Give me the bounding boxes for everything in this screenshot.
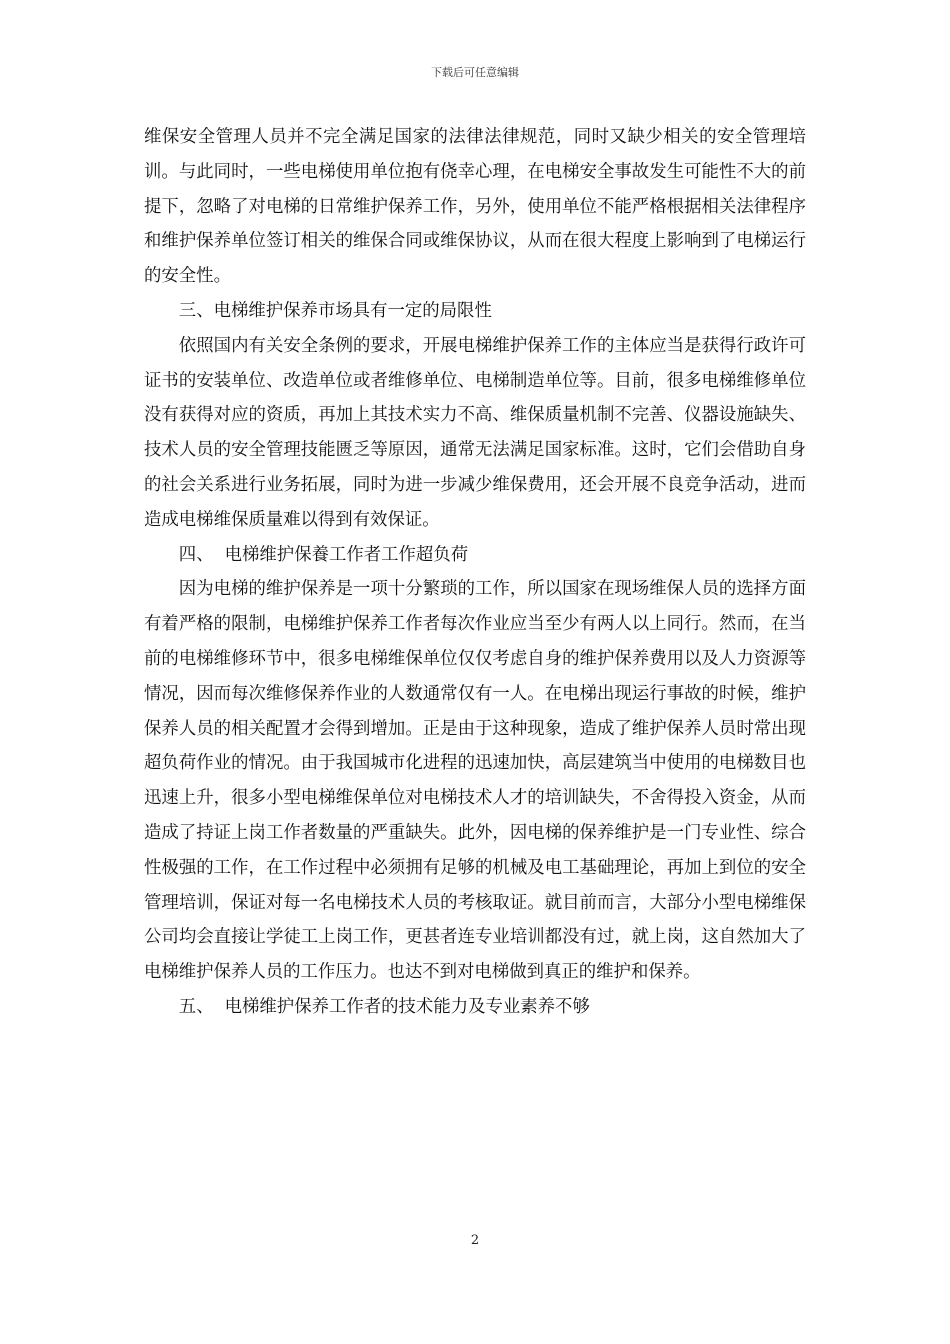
page-header: 下载后可任意编辑 [431,66,519,79]
paragraph-section-3: 依照国内有关安全条例的要求，开展电梯维护保养工作的主体应当是获得行政许可证书的安装单位、改造单位或者维修单位、电梯制造单位等。目前，很多电梯维修单位没有获得对应的资质，再加上其技术实力不高、维保质量机制不完善、仪器设施缺失、技术人员的安全管理技能匮乏等原因，通常无法满足国家标准。这时，它们会借助自身的社会关系进行业务拓展，同时为进一步减少维保费用，还会开展不良竞争活动，进而造成电梯维保质量难以得到有效保证。 [144,335,806,530]
document-body [144,120,806,1025]
section-heading-5: 五、 电梯维护保养工作者的技术能力及专业素养不够 [178,996,590,1017]
paragraph-continuation: 维保安全管理人员并不完全满足国家的法律法律规范，同时又缺少相关的安全管理培训。与此同时，一些电梯使用单位抱有侥幸心理，在电梯安全事故发生可能性不大的前提下，忽略了对电梯的日常维护保养工作，另外，使用单位不能严格根据相关法律程序和维护保养单位签订相关的维保合同或维保协议，从而在很大程度上影响到了电梯运行的安全性。 [144,127,806,287]
section-heading-4: 四、 电梯维护保養工作者工作超负荷 [178,544,469,565]
page-number: 2 [470,1233,480,1248]
section-heading-3: 三、电梯维护保养市场具有一定的局限性 [178,300,492,321]
paragraph-section-4: 因为电梯的维护保养是一项十分繁琐的工作，所以国家在现场维保人员的选择方面有着严格的限制，电梯维护保养工作者每次作业应当至少有两人以上同行。然而，在当前的电梯维修环节中，很多电梯维保单位仅仅考虑自身的维护保养费用以及人力资源等情况，因而每次维修保养作业的人数通常仅有一人。在电梯出现运行事故的时候，维护保养人员的相关配置才会得到增加。正是由于这种现象，造成了维护保养人员时常出现超负荷作业的情况。由于我国城市化进程的迅速加快，高层建筑当中使用的电梯数目也迅速上升，很多小型电梯维保单位对电梯技术人才的培训缺失，不舍得投入资金，从而造成了持证上岗工作者数量的严重缺失。此外，因电梯的保养维护是一门专业性、综合性极强的工作，在工作过程中必须拥有足够的机械及电工基础理论，再加上到位的安全管理培训，保证对每一名电梯技术人员的考核取证。就目前而言，大部分小型电梯维保公司均会直接让学徒工上岗工作，更甚者连专业培训都没有过，就上岗，这自然加大了电梯维护保养人员的工作压力。也达不到对电梯做到真正的维护和保养。 [144,579,806,983]
